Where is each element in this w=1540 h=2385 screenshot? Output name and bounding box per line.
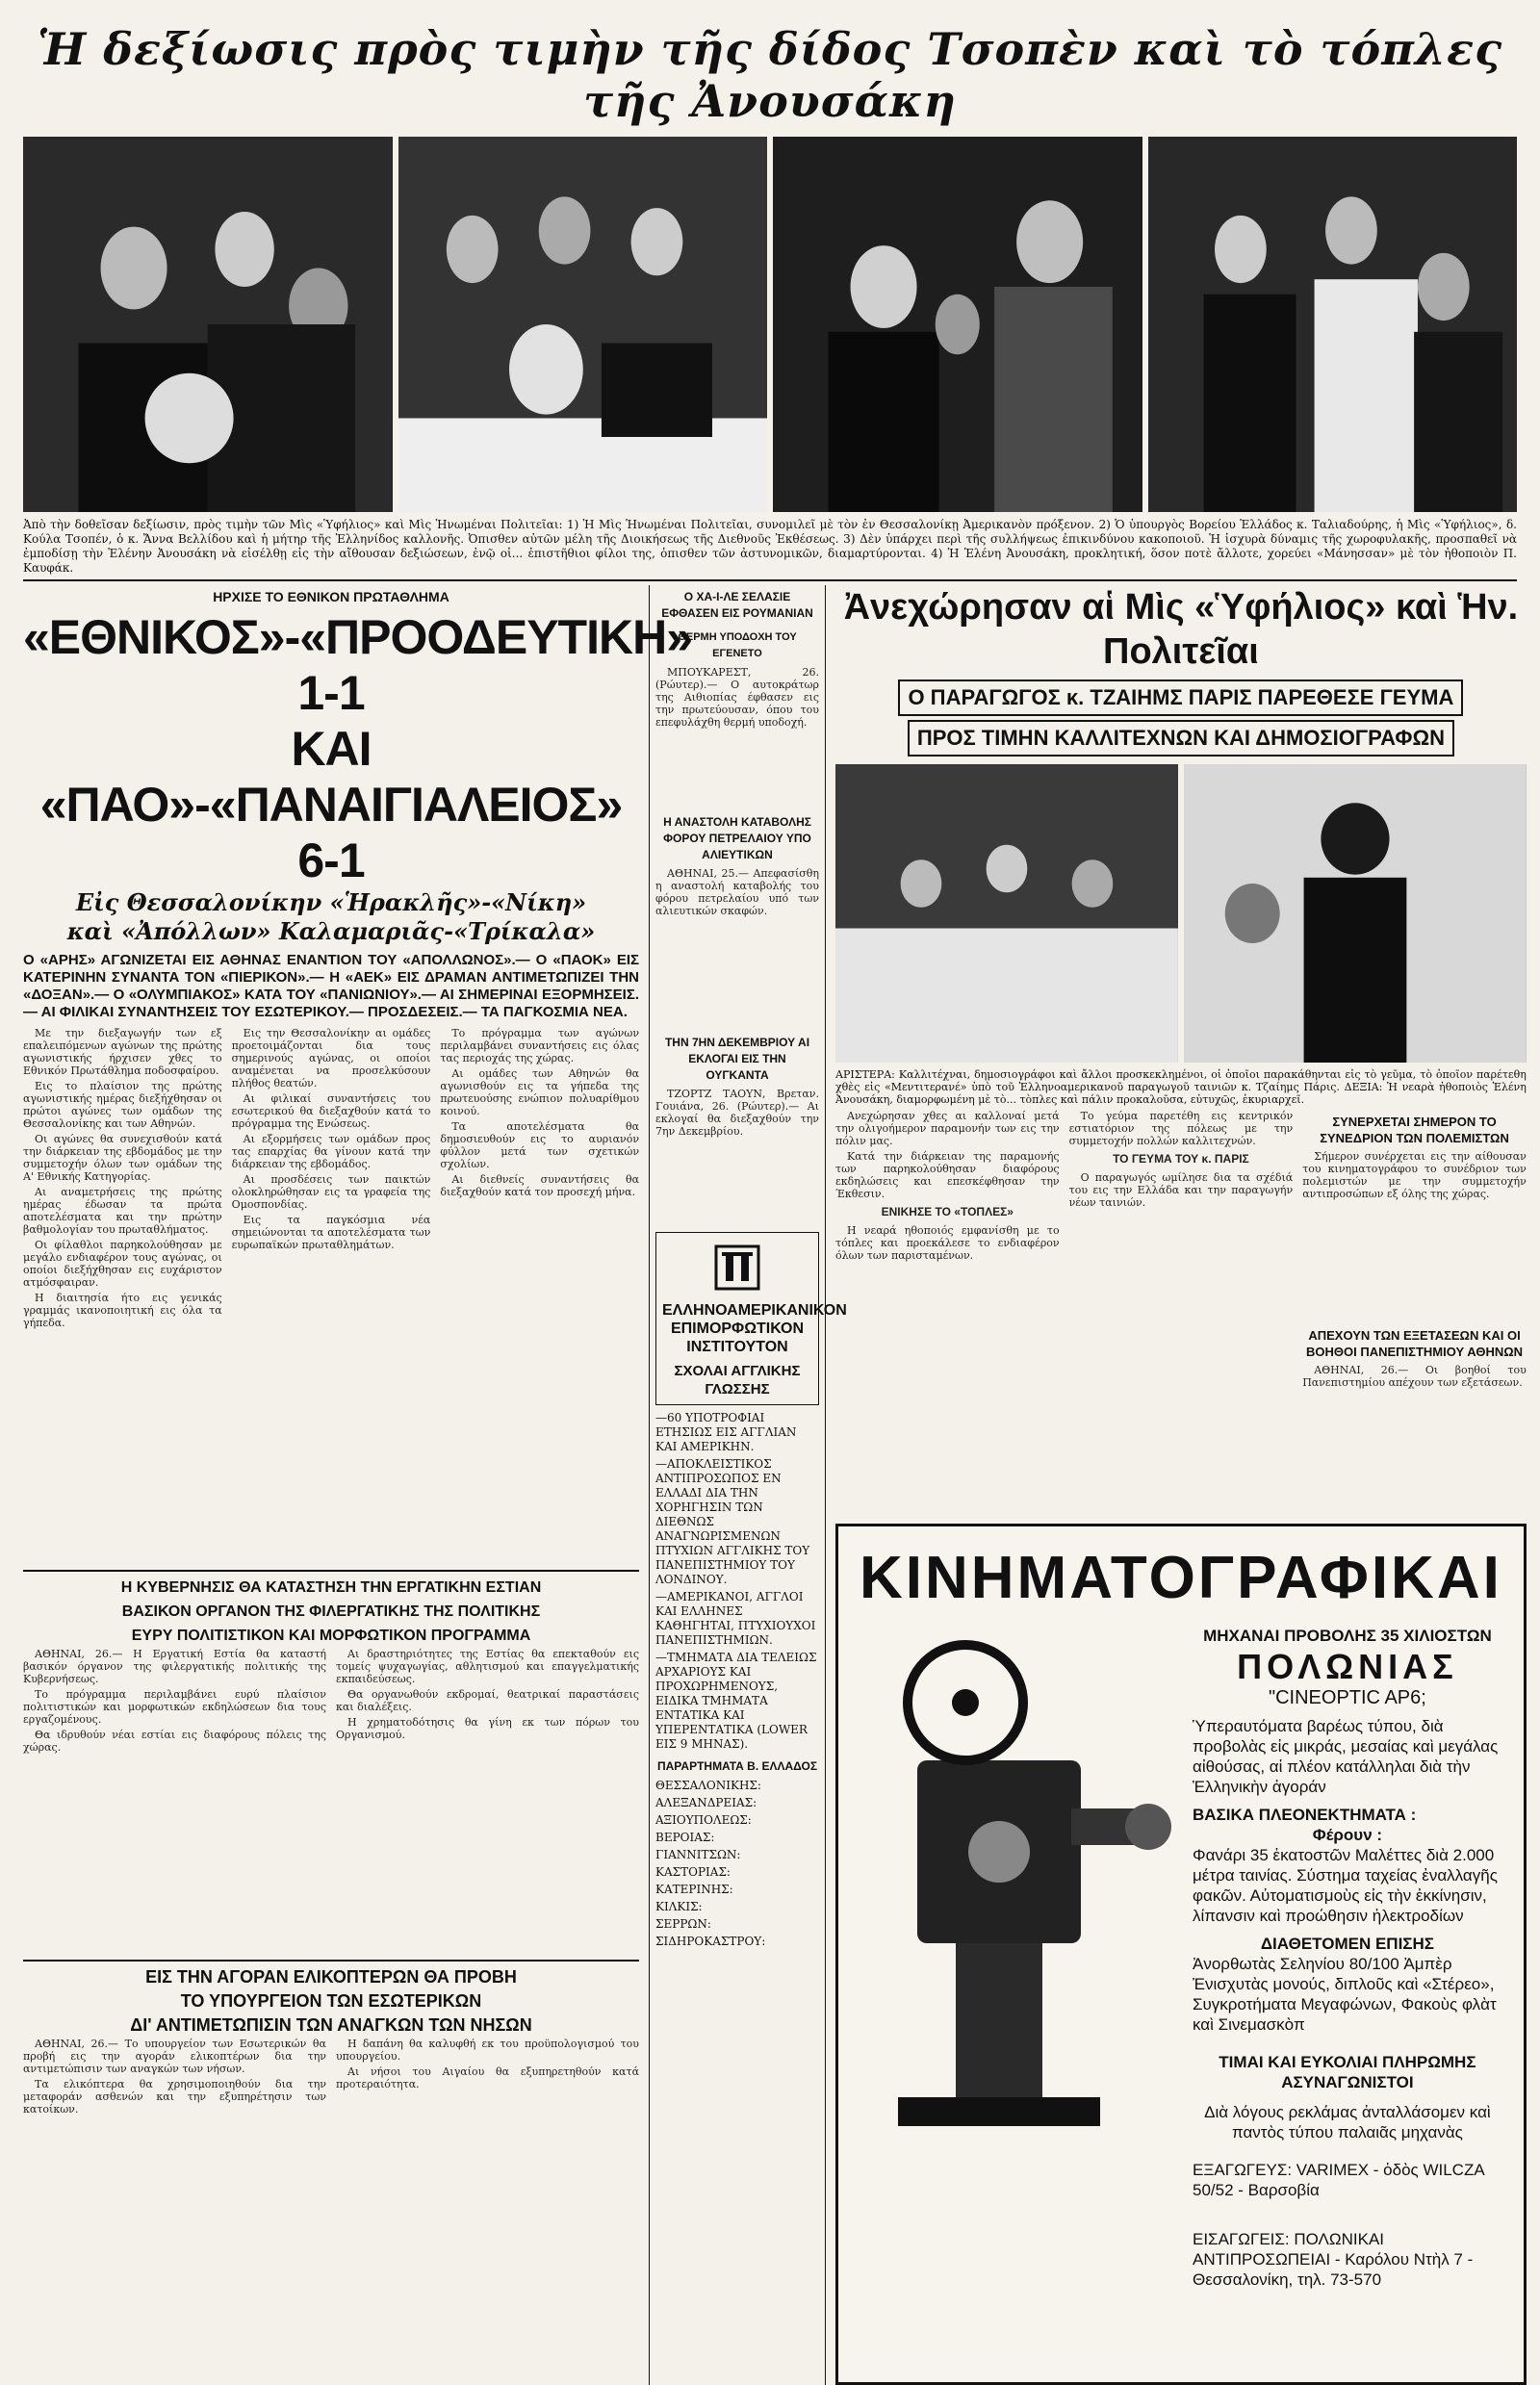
ad-model: "CINEOPTIC AP6; <box>1269 1687 1426 1708</box>
branch-item: ΚΑΣΤΟΡΙΑΣ: <box>655 1865 731 1879</box>
divider <box>23 1960 639 1962</box>
projector-icon <box>860 1626 1177 2165</box>
uganda-headline: ΤΗΝ 7ΗΝ ΔΕΚΕΜΒΡΙΟΥ ΑΙ ΕΚΛΟΓΑΙ ΕΙΣ ΤΗΝ ΟΥΓΚΑΝΤΑ <box>664 1036 810 1082</box>
institute-schools: ΣΧΟΛΑΙ ΑΓΓΛΙΚΗΣ ΓΛΩΣΣΗΣ <box>674 1363 801 1398</box>
tax-dateline: ΑΘΗΝΑΙ, 25.— <box>667 867 749 880</box>
ad-available-head: ΔΙΑΘΕΤΟΜΕΝ ΕΠΙΣΗΣ <box>1260 1935 1434 1953</box>
photo-dance <box>1148 137 1518 512</box>
institute-feature: —ΑΠΟΚΛΕΙΣΤΙΚΟΣ ΑΝΤΙΠΡΟΣΩΠΟΣ ΕΝ ΕΛΛΑΔΙ ΔΙΑ ΤΗΝ ΧΟΡΗΓΗΣΙΝ ΤΩΝ ΔΙΕΘΝΩΣ ΑΝΑΓΝΩΡΙΣΜΕΝΩΝ ΠΤΥΧΙΩΝ ΑΓΓΛΙΚΗΣ ΤΟΥ ΠΑΝΕΠΙΣΤΗΜΙΟΥ ΤΟΥ ΛΟΝΔΙΝΟΥ. <box>655 1457 810 1586</box>
institute-feature: —60 ΥΠΟΤΡΟΦΙΑΙ ΕΤΗΣΙΩΣ ΕΙΣ ΑΓΓΛΙΑΝ ΚΑΙ ΑΜΕΡΙΚΗΝ. <box>655 1411 797 1453</box>
institute-branches-head: ΠΑΡΑΡΤΗΜΑΤΑ Β. ΕΛΛΑΔΟΣ <box>656 1759 818 1773</box>
right-column <box>835 585 1527 2385</box>
helicopters-headline-2: ΤΟ ΥΠΟΥΡΓΕΙΟΝ ΤΩΝ ΕΣΩΤΕΡΙΚΩΝ <box>180 1991 482 2011</box>
ad-advantages: Φανάρι 35 ἑκατοστῶν Μαλέττες διὰ 2.000 μέτρα ταινίας. Σύστημα ταχείας ἐναλλαγῆς φακῶν. Αὐτοματισμοὺς εἰς τὴν ἐκκίνησιν, λίπανσιν καὶ προώθησιν ἠλεκτροδίων <box>1193 1846 1498 1925</box>
institute-feature: —ΑΜΕΡΙΚΑΝΟΙ, ΑΓΓΛΟΙ ΚΑΙ ΕΛΛΗΝΕΣ ΚΑΘΗΓΗΤΑΙ, ΠΤΥΧΙΟΥΧΟΙ ΠΑΝΕΠΙΣΤΗΜΙΩΝ. <box>655 1590 816 1647</box>
assistants-body: ΑΘΗΝΑΙ, 26.— Οι βοηθοί του Πανεπιστημίου απέχουν των εξετάσεων. <box>1302 1364 1527 1389</box>
photo-strip <box>23 137 1517 512</box>
beauty-section-lunch: ΤΟ ΓΕΥΜΑ ΤΟΥ κ. ΠΑΡΙΣ <box>1113 1152 1249 1166</box>
narrow-column <box>649 585 847 2385</box>
beauty-subhead-2: ΠΡΟΣ ΤΙΜΗΝ ΚΑΛΛΙΤΕΧΝΩΝ ΚΑΙ ΔΗΜΟΣΙΟΓΡΑΦΩΝ <box>908 720 1454 757</box>
romania-subhead: ΘΕΡΜΗ ΥΠΟΔΟΧΗ ΤΟΥ ΕΓΕΝΕΤΟ <box>678 631 797 659</box>
branch-item: ΚΑΤΕΡΙΝΗΣ: <box>655 1883 733 1896</box>
ad-importer: ΕΙΣΑΓΩΓΕΙΣ: ΠΟΛΩΝΙΚΑΙ ΑΝΤΙΠΡΟΣΩΠΕΙΑΙ - Καρόλου Ντὴλ 7 - Θεσσαλονίκη, τηλ. 73-570 <box>1193 2230 1474 2289</box>
tax-body: ΑΘΗΝΑΙ, 25.— Απεφασίσθη η αναστολή καταβολής του φόρου πετρελαίου υπό των αλιευτικών σκαφών. <box>655 867 819 917</box>
sports-headline-2: ΚΑΙ «ΠΑΟ»-«ΠΑΝΑΙΓΙΑΛΕΙΟΣ» 6-1 <box>39 722 623 887</box>
assistants-headline: ΑΠΕΧΟΥΝ ΤΩΝ ΕΞΕΤΑΣΕΩΝ ΚΑΙ ΟΙ ΒΟΗΘΟΙ ΠΑΝΕΠΙΣΤΗΜΙΟΥ ΑΘΗΝΩΝ <box>1306 1328 1524 1359</box>
divider <box>23 1570 639 1572</box>
romania-headline: Ο ΧΑ-Ι-ΛΕ ΣΕΛΑΣΙΕ ΕΦΘΑΣΕΝ ΕΙΣ ΡΟΥΜΑΝΙΑΝ <box>661 590 813 620</box>
congress-headline: ΣΥΝΕΡΧΕΤΑΙ ΣΗΜΕΡΟΝ ΤΟ ΣΥΝΕΔΡΙΟΝ ΤΩΝ ΠΟΛΕΜΙΣΤΩΝ <box>1320 1115 1509 1145</box>
branch-item: ΘΕΣΣΑΛΟΝΙΚΗΣ: <box>655 1779 761 1792</box>
ad-text <box>1193 1626 1502 2290</box>
sports-body <box>23 1027 639 1566</box>
sports-body-col-1: Με την διεξαγωγήν των εξ επαλειπόμενων αγώνων της πρώτης αγωνιστικής ήρχισεν χθες το Εθνικόν Πρωτάθλημα ποδοσφαίρου. Εις το πλαίσιον της πρώτης αγωνιστικής ημέρας διεξήχθησαν οι πρώτοι αγώνες των ομάδων της Θεσσαλονίκης και των Αθηνών. Οι αγώνες θα συνεχισθούν κατά την διάρκειαν της εβδομάδος με την συμμετοχήν όλων των ομάδων της Α' Εθνικής Κατηγορίας. Αι αναμετρήσεις της πρώτης ημέρας έδωσαν τα πρώτα αποτελέσματα και την πρώτην βαθμολογίαν του πρωταθλήματος. Οι φίλαθλοι παρηκολούθησαν με μεγάλο ενδιαφέρον τους αγώνας, οι οποίοι διεξήχθησαν εις ευχάριστον ατμόσφαιραν. Η διαιτησία ήτο εις γενικάς γραμμάς ικανοποιητική εις όλα τα γήπεδα. <box>23 1027 222 1329</box>
beauty-headline: Ἀνεχώρησαν αἱ Μὶς «Ὑφήλιος» καὶ Ἡν. Πολιτεῖαι <box>843 587 1519 672</box>
institute-features <box>655 1411 819 1755</box>
photo-reception-1 <box>23 137 393 512</box>
beauty-body-col-1: Ανεχώρησαν χθες αι καλλοναί μετά την ολιγοήμερον παραμονήν των εις την πόλιν μας. Κατά την διάρκειαν της παραμονής των παρηκολούθησαν διαφόρους εκδηλώσεις και επεσκέφθησαν την Έκθεσιν. ΕΝΙΚΗΣΕ ΤΟ «ΤΟΠΛΕΣ» Η νεαρά ηθοποιός εμφανίσθη με το τόπλες και προεκάλεσε το ενδιαφέρον όλων των παρισταμένων. <box>835 1110 1060 1262</box>
institute-name: ΕΛΛΗΝΟΑΜΕΡΙΚΑΝΙΚΟΝ ΕΠΙΜΟΡΦΩΤΙΚΟΝ ΙΝΣΤΙΤΟΥΤΟΝ <box>662 1302 847 1355</box>
ad-trade: Διὰ λόγους ρεκλάμας ἀνταλλάσομεν καὶ παντὸς τύπου παλαιᾶς μηχανὰς <box>1204 2103 1491 2141</box>
photos-caption: Ἀπὸ τὴν δοθεῖσαν δεξίωσιν, πρὸς τιμὴν τῶν Μὶς «Ὑφήλιος» καὶ Μὶς Ἡνωμέναι Πολιτεῖαι: 1) Ἡ Μὶς Ἡνωμέναι Πολιτεῖαι, συνομιλεῖ μὲ τὸν ἐν Θεσσαλονίκῃ Ἀμερικανὸν πρόξενον. 2) Ὁ ὑπουργὸς Βορείου Ἑλλάδος κ. Ταλιαδούρης, ἡ Μὶς «Ὑφήλιος», δ. Κούλα Τσοπέν, ὁ κ. Ἄννα Βελλίδου καὶ ἡ μήτηρ τῆς Ἑλληνίδος καλλονῆς. Ὀπισθεν αὐτῶν μέλη τῆς Διοικήσεως τῆς Διεθνοῦς Ἐκθέσεως. 3) Δὲν ὑπάρχει περὶ τῆς συλλήψεως ἐπικινδύνου κακοποιοῦ. Ἡ ἰσχυρὰ δύναμις τῆς χωροφυλακῆς, προσπαθεῖ νὰ ἐμποδίσῃ τὴν Ἑλένην Ἀνουσάκη νὰ εἰσέλθῃ εἰς τὴν αἴθουσαν δεξιώσεων, ἐνῷ οἱ... ἐπιστῆθιοι φίλοι της, ὀπισθεν τῶν ἀστυνομικῶν, διαμαρτύρονται. 4) Ἡ Ἑλένη Ἀνουσάκη, προκλητική, ὅσον ποτὲ ἄλλοτε, χορεύει «Μάνησσαν» μὲ τὸν ἠθοποιὸν Π. Καυφάκ. <box>23 518 1517 575</box>
ad-title: ΚΙΝΗΜΑΤΟΓΡΑΦΙΚΑΙ <box>860 1545 1502 1611</box>
ad-brand: ΠΟΛΩΝΙΑΣ <box>1237 1647 1458 1686</box>
ad-available: Ἀνορθωτὰς Σεληνίου 80/100 Ἀμπὲρ Ἐνισχυτὰς μονούς, διπλοῦς καὶ «Στέρεο», Συγκροτήματα Μεγαφώνων, Φακοὺς φλὰτ καὶ Σινεμασκὸπ <box>1193 1955 1497 2034</box>
helicopters-headline-3: ΔΙ' ΑΝΤΙΜΕΤΩΠΙΣΙΝ ΤΩΝ ΑΝΑΓΚΩΝ ΤΩΝ ΝΗΣΩΝ <box>130 2015 532 2035</box>
helicopters-body <box>23 2038 639 2385</box>
helicopters-body-col-1: ΑΘΗΝΑΙ, 26.— Το υπουργείον των Εσωτερικών θα προβή εις την αγοράν ελικοπτέρων δια την αντιμετώπισιν των αναγκών των νήσων. Τα ελικόπτερα θα χρησιμοποιηθούν δια την μεταφοράν ασθενών και την εξυπηρέτησιν των κατοίκων. <box>23 2038 326 2116</box>
institute-feature: —ΤΜΗΜΑΤΑ ΔΙΑ ΤΕΛΕΙΩΣ ΑΡΧΑΡΙΟΥΣ ΚΑΙ ΠΡΟΧΩΡΗΜΕΝΟΥΣ, ΕΙΔΙΚΑ ΤΜΗΜΑΤΑ ΕΝΤΑΤΙΚΑ ΚΑΙ ΥΠΕΡΕΝΤΑΤΙΚΑ (LOWER ΕΙΣ 9 ΜΗΝΑΣ). <box>655 1651 817 1751</box>
sports-kicker: ΗΡΧΙΣΕ ΤΟ ΕΘΝΙΚΟΝ ΠΡΩΤΑΘΛΗΜΑ <box>213 589 449 604</box>
branch-item: ΓΙΑΝΝΙΤΣΩΝ: <box>655 1848 741 1861</box>
assistants-dateline: ΑΘΗΝΑΙ, 26.— <box>1314 1364 1409 1376</box>
institute-emblem-icon <box>708 1239 766 1296</box>
photo-police-scene <box>773 137 1142 512</box>
workers-body <box>23 1648 639 1956</box>
ad-description: Ὑπεραυτόματα βαρέως τύπου, διὰ προβολὰς εἰς μικράς, μεσαίας καὶ μεγάλας αἰθούσας, αἱ πλέον κατάλληλαι διὰ τὴν Ἑλληνικὴν ἀγοράν <box>1193 1717 1499 1796</box>
divider <box>23 579 1517 581</box>
branch-item: ΣΙΔΗΡΟΚΑΣΤΡΟΥ: <box>655 1935 766 1948</box>
beauty-side <box>1302 1110 1527 1514</box>
branch-item: ΑΞΙΟΥΠΟΛΕΩΣ: <box>655 1813 752 1827</box>
ad-line1: ΜΗΧΑΝΑΙ ΠΡΟΒΟΛΗΣ 35 ΧΙΛΙΟΣΤΩΝ <box>1203 1627 1492 1645</box>
romania-body: ΜΠΟΥΚΑΡΕΣΤ, 26. (Ρώυτερ).— Ο αυτοκράτωρ της Αιθιοπίας έφθασεν εις την πρωτεύουσαν, όπου του επεφυλάχθη θερμή υποδοχή. <box>655 666 819 729</box>
photo-actress <box>1184 764 1527 1063</box>
ad-advantages-head: ΒΑΣΙΚΑ ΠΛΕΟΝΕΚΤΗΜΑΤΑ : <box>1193 1806 1417 1824</box>
workers-headline-3: ΕΥΡΥ ΠΟΛΙΤΙΣΤΙΚΟΝ ΚΑΙ ΜΟΡΦΩΤΙΚΟΝ ΠΡΟΓΡΑΜΜΑ <box>131 1628 531 1644</box>
beauty-photo-caption: ΑΡΙΣΤΕΡΑ: Καλλιτέχναι, δημοσιογράφοι καὶ ἄλλοι προσκεκλημένοι, οἱ ὁποῖοι παρακάθηνται εἰς τὸ γεῦμα, τὸ ὁποῖον παρέτεθη χθὲς εἰς «Μεντιτερανέ» ὑπὸ τοῦ Ἑλληνοαμερικανοῦ παραγωγοῦ ταινιῶν κ. Τζαίημς Πάρις. ΔΕΞΙΑ: Ἡ νεαρὰ ἠθοποιὸς Ἑλένη Ἀνουσάκη, διαμορφωμένη μὲ τὸ... τὸπλες καὶ πάλιν προκαλοῦσα, εὐτυχῶς, ἐκυριαρχεῖ. <box>835 1068 1527 1106</box>
beauty-photos <box>835 764 1527 1063</box>
helicopters-headline-1: ΕΙΣ ΤΗΝ ΑΓΟΡΑΝ ΕΛΙΚΟΠΤΕΡΩΝ ΘΑ ΠΡΟΒΗ <box>145 1967 517 1987</box>
branch-item: ΒΕΡΟΙΑΣ: <box>655 1831 715 1844</box>
workers-body-col-2: Αι δραστηριότητες της Εστίας θα επεκταθούν εις τομείς ψυχαγωγίας, αθλητισμού και επαγγελματικής εκπαιδεύσεως. Θα οργανωθούν εκδρομαί, θεατρικαί παραστάσεις και διαλέξεις. Η χρηματοδότησις θα γίνη εκ των πόρων του Οργανισμού. <box>336 1648 639 1741</box>
page-banner-headline: Ἡ δεξίωσις πρὸς τιμὴν τῆς δίδος Τσοπὲν καὶ τὸ τόπλες τῆς Ἀνουσάκη <box>37 23 1503 127</box>
beauty-section-toples: ΕΝΙΚΗΣΕ ΤΟ «ΤΟΠΛΕΣ» <box>881 1205 1014 1218</box>
sports-lead: Ο «ΑΡΗΣ» ΑΓΩΝΙΖΕΤΑΙ ΕΙΣ ΑΘΗΝΑΣ ΕΝΑΝΤΙΟΝ ΤΟΥ «ΑΠΟΛΛΩΝΟΣ».— Ο «ΠΑΟΚ» ΕΙΣ ΚΑΤΕΡΙΝΗΝ ΣΥΝΑΝΤΑ ΤΟΝ «ΠΙΕΡΙΚΟΝ».— Η «ΑΕΚ» ΕΙΣ ΔΡΑΜΑΝ ΑΝΤΙΜΕΤΩΠΙΖΕΙ ΤΗΝ «ΔΟΞΑΝ».— Ο «ΟΛΥΜΠΙΑΚΟΣ» ΚΑΤΑ ΤΟΥ «ΠΑΝΙΩΝΙΟΥ».— ΑΙ ΣΗΜΕΡΙΝΑΙ ΕΞΟΡΜΗΣΕΙΣ.— ΑΙ ΦΙΛΙΚΑΙ ΣΥΝΑΝΤΗΣΕΙΣ ΤΟΥ ΕΣΩΤΕΡΙΚΟΥ.— ΠΡΟΣΔΕΣΕΙΣ.— ΤΑ ΠΑΓΚΟΣΜΙΑ ΝΕΑ. <box>23 952 639 1020</box>
helicopters-dateline: ΑΘΗΝΑΙ, 26.— <box>35 2038 119 2050</box>
institute-branches <box>655 1779 819 1952</box>
branch-item: ΣΕΡΡΩΝ: <box>655 1917 711 1931</box>
beauty-body-col-2: Το γεύμα παρετέθη εις κεντρικόν εστιατόριον της πόλεως με την συμμετοχήν πολλών καλλιτεχνών. ΤΟ ΓΕΥΜΑ ΤΟΥ κ. ΠΑΡΙΣ Ο παραγωγός ωμίλησε δια τα σχέδιά του εις την Ελλάδα και την παραγωγήν νέων ταινιών. <box>1068 1110 1294 1209</box>
sports-body-col-2: Εις την Θεσσαλονίκην αι ομάδες προετοιμάζονται δια τους σημερινούς αγώνας, οι οποίοι αναμένεται να προσελκύσουν πλήθος θεατών. Αι φιλικαί συναντήσεις του εσωτερικού θα διεξαχθούν κατά το πρόγραμμα της Ενώσεως. Αι εξορμήσεις των ομάδων προς τας επαρχίας θα γίνουν κατά την διάρκειαν της εβδομάδος. Αι προσδέσεις των παικτών ολοκληρώθησαν εις τα γραφεία της Ομοσπονδίας. Εις τα παγκόσμια νέα σημειώνονται τα αποτελέσματα των ευρωπαϊκών πρωταθλημάτων. <box>231 1027 431 1251</box>
beauty-subhead: Ο ΠΑΡΑΓΩΓΟΣ κ. ΤΖΑΙΗΜΣ ΠΑΡΙΣ ΠΑΡΕΘΕΣΕ ΓΕΥΜΑ <box>898 680 1463 716</box>
workers-headline-2: ΒΑΣΙΚΟΝ ΟΡΓΑΝΟΝ ΤΗΣ ΦΙΛΕΡΓΑΤΙΚΗΣ ΤΗΣ ΠΟΛΙΤΙΚΗΣ <box>121 1603 541 1620</box>
sports-subhead-1: Εἰς Θεσσαλονίκην «Ἡρακλῆς»-«Νίκη» <box>75 888 587 916</box>
workers-dateline: ΑΘΗΝΑΙ, 26.— <box>35 1648 123 1660</box>
institute-box <box>655 1232 847 1405</box>
beauty-body <box>835 1110 1527 1514</box>
sports-headline-1: «ΕΘΝΙΚΟΣ»-«ΠΡΟΟΔΕΥΤΙΚΗ» 1-1 <box>23 610 693 720</box>
sports-body-col-3: Το πρόγραμμα των αγώνων περιλαμβάνει συναντήσεις εις όλας τας περιοχάς της χώρας. Αι ομάδες των Αθηνών θα αγωνισθούν εις τα γήπεδα της πρωτευούσης ενώπιον πολυαρίθμου κοινού. Τα αποτελέσματα θα δημοσιευθούν εις το αυριανόν φύλλον μετά των σχετικών σχολίων. Αι διεθνείς συναντήσεις θα διεξαχθούν κατά τον προσεχή μήνα. <box>440 1027 640 1198</box>
workers-body-col-1: ΑΘΗΝΑΙ, 26.— Η Εργατική Εστία θα καταστή βασικόν όργανον της φιλεργατικής πολιτικής της Κυβερνήσεως. Το πρόγραμμα περιλαμβάνει ευρύ πλαίσιον πολιτιστικών και μορφωτικών εκδηλώσεων δια τους εργαζομένους. Θα ιδρυθούν νέαι εστίαι εις διαφόρους πόλεις της χώρας. <box>23 1648 326 1754</box>
photo-reception-2 <box>398 137 768 512</box>
branch-item: ΚΙΛΚΙΣ: <box>655 1900 703 1913</box>
congress-body: Σήμερον συνέρχεται εις την αίθουσαν του κινηματογράφου το συνέδριον των πολεμιστών με την συμμετοχήν αντιπροσώπων εξ όλης της χώρας. <box>1302 1150 1527 1200</box>
ad-exporter: ΕΞΑΓΩΓΕΥΣ: VARIMEX - ὁδὸς WILCZA 50/52 - Βαρσοβία <box>1193 2161 1484 2199</box>
uganda-dateline: ΤΖΟΡΤΖ ΤΑΟΥΝ, Βρεταν. Γουιάνα, 26. (Ρώυτερ).— <box>655 1088 819 1113</box>
projector-illustration <box>860 1626 1177 2290</box>
branch-item: ΑΛΕΞΑΝΔΡΕΙΑΣ: <box>655 1796 757 1809</box>
tax-headline: Η ΑΝΑΣΤΟΛΗ ΚΑΤΑΒΟΛΗΣ ΦΟΡΟΥ ΠΕΤΡΕΛΑΙΟΥ ΥΠΟ ΑΛΙΕΥΤΙΚΩΝ <box>663 815 811 861</box>
ad-prices: ΤΙΜΑΙ ΚΑΙ ΕΥΚΟΛΙΑΙ ΠΛΗΡΩΜΗΣ ΑΣΥΝΑΓΩΝΙΣΤΟΙ <box>1219 2053 1476 2091</box>
workers-headline-1: Η ΚΥΒΕΡΝΗΣΙΣ ΘΑ ΚΑΤΑΣΤΗΣΗ ΤΗΝ ΕΡΓΑΤΙΚΗΝ ΕΣΤΙΑΝ <box>120 1579 542 1596</box>
sports-subhead-2: καὶ «Ἀπόλλων» Καλαμαριᾶς-«Τρίκαλα» <box>66 917 596 945</box>
photo-lunch-guests <box>835 764 1178 1063</box>
romania-dateline: ΜΠΟΥΚΑΡΕΣΤ, 26. (Ρώυτερ).— <box>655 666 819 691</box>
cinema-projector-ad <box>835 1524 1527 2385</box>
ad-carry: Φέρουν : <box>1312 1826 1383 1844</box>
helicopters-body-col-2: Η δαπάνη θα καλυφθή εκ του προϋπολογισμού του υπουργείου. Αι νήσοι του Αιγαίου θα εξυπηρετηθούν κατά προτεραιότητα. <box>336 2038 639 2090</box>
uganda-body: ΤΖΟΡΤΖ ΤΑΟΥΝ, Βρεταν. Γουιάνα, 26. (Ρώυτερ).— Αι εκλογαί θα διεξαχθούν την 7ην Δεκεμβρίου. <box>655 1088 819 1138</box>
